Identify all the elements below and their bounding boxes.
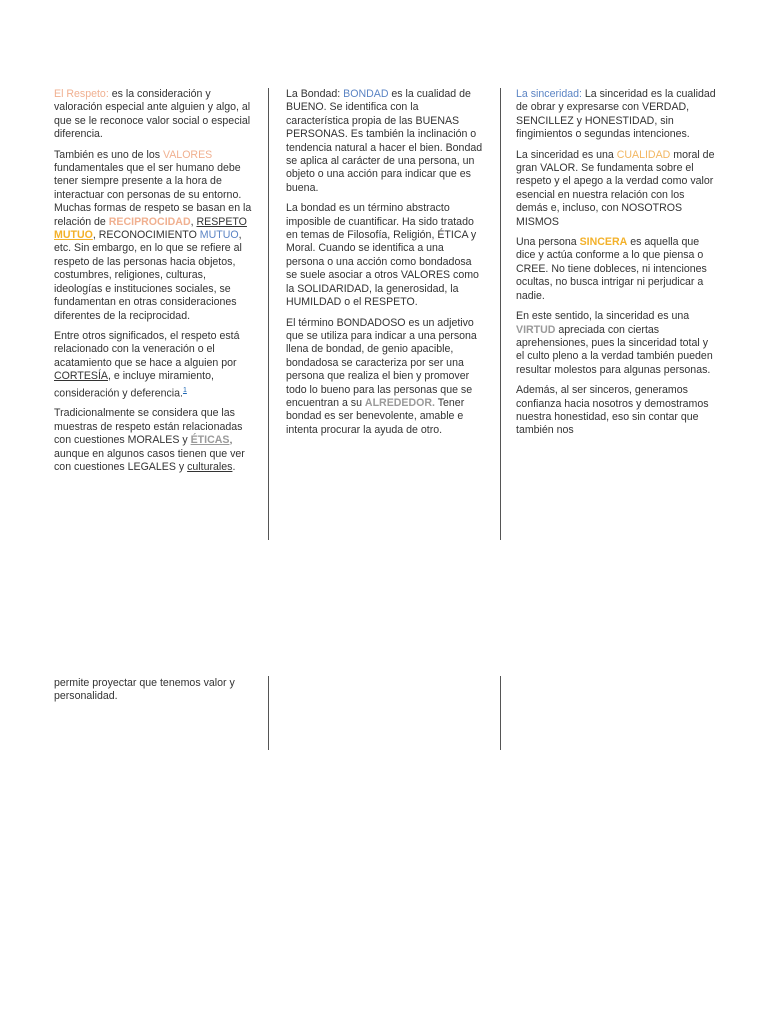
text: es la cualidad de BUENO. Se identifica con la característica propia de las BUENAS PERSONAS. Es también la inclinación o tendencia natural a hacer el bien. Bondad se aplica al carácter de una persona, un objeto o una acción para indicar que es buena. xyxy=(286,88,483,194)
column-bondad xyxy=(286,88,484,444)
term-virtud: VIRTUD xyxy=(516,323,556,336)
text: La Bondad: xyxy=(286,88,344,100)
term-mutuo: MUTUO xyxy=(199,229,239,242)
footnote-reference[interactable]: 1 xyxy=(182,386,187,394)
paragraph-sinceridad-virtud xyxy=(516,310,716,377)
term-sincera: SINCERA xyxy=(579,236,628,249)
text: Entre otros significados, el respeto está relacionado con la veneración o el acatamiento que se hace a alguien por xyxy=(54,329,240,369)
term-alrededor: ALREDEDOR. xyxy=(364,396,435,409)
link-eticas[interactable]: ÉTICAS xyxy=(190,434,230,447)
text: fundamentales que el ser humano debe tener siempre presente a la hora de interactuar con personas de su entorno. Muchas formas de respeto se basan en la relación de xyxy=(54,162,252,228)
text: La sinceridad es la cualidad de obrar y expresarse con VERDAD, SENCILLEZ y HONESTIDAD, sin fingimientos o segundas intenciones. xyxy=(516,88,716,141)
link-mutuo[interactable]: MUTUO xyxy=(54,229,93,242)
paragraph-respeto-definition xyxy=(54,88,254,142)
text: es aquella que dice y actúa conforme a lo que piensa o CREE. No tiene dobleces, ni intenciones ocultas, no busca intrigar ni perjudicar a nadie. xyxy=(516,236,707,302)
text: . xyxy=(232,461,236,474)
term-la-sinceridad: La sinceridad: xyxy=(516,88,582,100)
text: , xyxy=(190,215,197,228)
text: es la consideración y valoración especial ante alguien y algo, al que se le reconoce valor social o especial diferencia. xyxy=(54,88,251,141)
paragraph-sinceridad-confianza: Además, al ser sinceros, generamos confianza hacia nosotros y demostramos nuestra honestidad, eso sin contar que también nos xyxy=(516,384,709,437)
paragraph-sinceridad-cualidad xyxy=(516,149,716,229)
text: , e incluye miramiento, consideración y deferencia. xyxy=(54,370,214,400)
text: Una persona xyxy=(516,236,580,249)
paragraph-sinceridad-definition xyxy=(516,88,716,142)
text: También es uno de los xyxy=(54,148,163,161)
column-divider-4 xyxy=(500,676,501,750)
link-culturales[interactable]: culturales xyxy=(187,461,233,474)
term-reciprocidad: RECIPROCIDAD xyxy=(108,215,191,228)
text: En este sentido, la sinceridad es una xyxy=(516,310,690,323)
paragraph-sinceridad-sincera xyxy=(516,236,716,303)
paragraph-continuation: permite proyectar que tenemos valor y personalidad. xyxy=(54,677,235,703)
link-cortesia[interactable]: CORTESÍA xyxy=(54,370,108,383)
text: Tener bondad es ser benevolente, amable e intenta procurar la ayuda de otro. xyxy=(286,396,465,436)
paragraph-respeto-valores xyxy=(54,149,254,323)
text: , etc. Sin embargo, en lo que se refiere al respeto de las personas hacia objetos, costumbres, religiones, culturas, ideologías e instituciones sociales, se fundamentan en otras consideraciones diferentes de la reciprocidad. xyxy=(54,229,242,322)
term-valores: VALORES xyxy=(162,148,213,161)
term-el-respeto: El Respeto: xyxy=(54,88,109,100)
column-divider-2 xyxy=(500,88,501,540)
paragraph-respeto-significados xyxy=(54,330,254,401)
text: La sinceridad es una xyxy=(516,148,617,161)
text: apreciada con ciertas aprehensiones, pues la sinceridad total y el culto pleno a la verdad también pueden resultar molestos para algunas personas. xyxy=(516,323,713,376)
column-respeto-continuation xyxy=(54,677,254,711)
text: , aunque en algunos casos tienen que ver con cuestiones LEGALES y xyxy=(54,434,245,474)
paragraph-bondadoso xyxy=(286,317,484,438)
column-divider-3 xyxy=(268,676,269,750)
term-cualidad: CUALIDAD xyxy=(616,148,671,161)
text: moral de gran VALOR. Se fundamenta sobre el respeto y el apego a la verdad como valor esencial en nuestra relación con los demás e, incluso, con NOSOTROS MISMOS xyxy=(516,148,715,228)
column-divider-1 xyxy=(268,88,269,540)
paragraph-bondad-definition xyxy=(286,88,484,195)
link-respeto[interactable]: RESPETO xyxy=(196,215,247,228)
text: , RECONOCIMIENTO xyxy=(92,229,200,242)
paragraph-respeto-tradicional xyxy=(54,407,254,474)
term-bondad: BONDAD xyxy=(343,88,389,100)
paragraph-bondad-abstracto: La bondad es un término abstracto imposible de cuantificar. Ha sido tratado en temas de Filosofía, Religión, ÉTICA y Moral. Cuando se identifica a una persona o una acción como bondadosa se suele asociar a otros VALORES como la SOLIDARIDAD, la generosidad, la HUMILDAD o el RESPETO. xyxy=(286,202,479,309)
column-sinceridad xyxy=(516,88,716,445)
column-respeto xyxy=(54,88,254,482)
text: Tradicionalmente se considera que las muestras de respeto están relacionadas con cuestiones MORALES y xyxy=(54,407,243,447)
text: El término BONDADOSO es un adjetivo que se utiliza para indicar a una persona llena de bondad, de genio apacible, bondadosa se caracteriza por ser una persona que realiza el bien y promover todo lo bueno para las personas que se encuentran a su xyxy=(286,316,477,409)
